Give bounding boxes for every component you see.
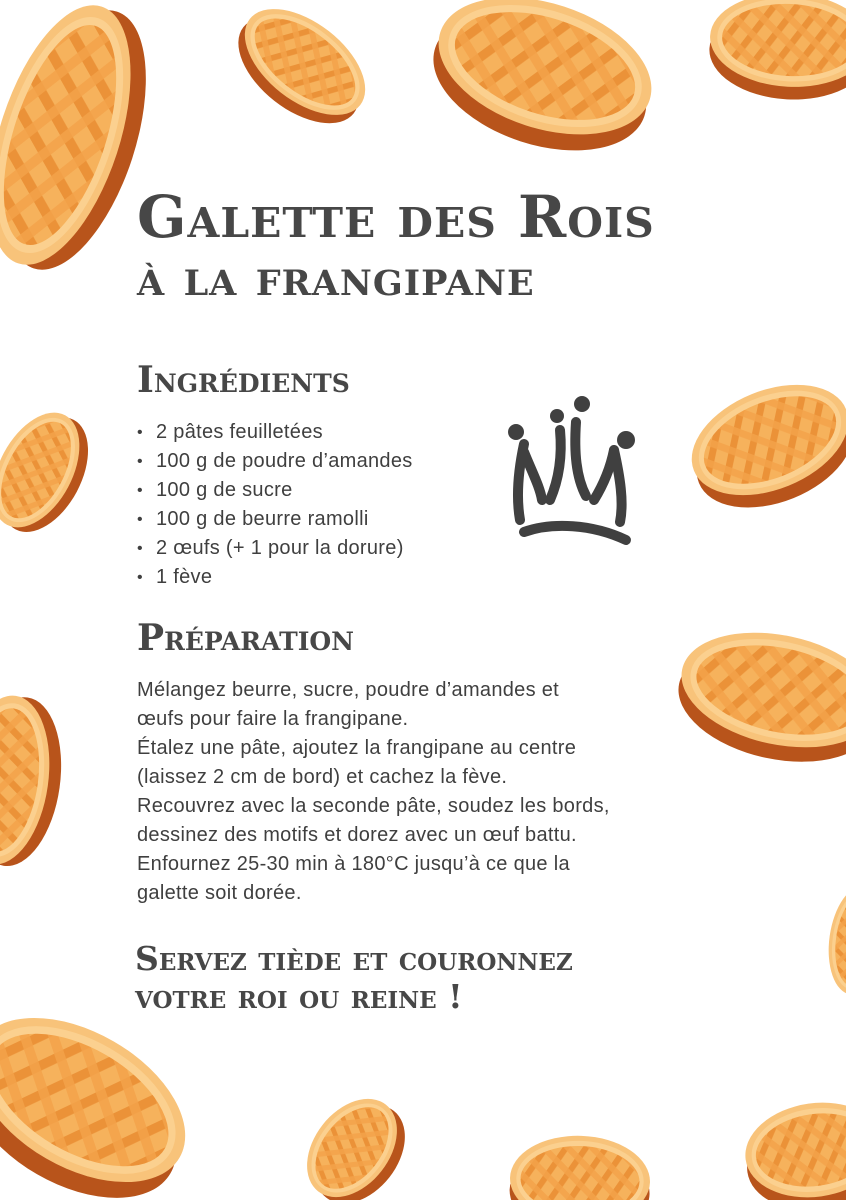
galette-bottom-left	[0, 984, 213, 1200]
ingredient-item: • 2 œufs (+ 1 pour la dorure)	[137, 534, 413, 563]
ingredient-item: • 100 g de sucre	[137, 476, 413, 505]
recipe-title	[137, 183, 655, 308]
ingredients-list	[137, 418, 413, 592]
galette-bottom-center-left	[289, 1082, 424, 1200]
crown-icon	[502, 392, 642, 552]
title-line-1: Galette des Rois	[137, 183, 655, 251]
galette-bottom-right	[739, 1094, 846, 1200]
galette-left-mid	[0, 398, 106, 546]
ingredients-heading: Ingrédients	[137, 359, 350, 401]
galette-bottom-center	[508, 1133, 651, 1200]
preparation-line: Étalez une pâte, ajoutez la frangipane au centre	[137, 737, 577, 759]
galette-top-center-left	[219, 0, 384, 144]
preparation-line: galette soit dorée.	[137, 882, 302, 904]
preparation-line: dessinez des motifs et dorez avec un œuf battu.	[137, 824, 577, 846]
ingredient-item: • 100 g de beurre ramolli	[137, 505, 413, 534]
preparation-line: œufs pour faire la frangipane.	[137, 708, 409, 730]
closing-message	[135, 940, 573, 1016]
galette-right-mid	[675, 363, 846, 528]
ingredient-item: • 1 fève	[137, 563, 413, 592]
preparation-heading: Préparation	[137, 617, 355, 659]
ingredient-item: • 100 g de poudre d’amandes	[137, 447, 413, 476]
galette-right-edge	[822, 882, 846, 1000]
galette-top-center-right	[416, 0, 669, 175]
galette-left-lower	[0, 690, 71, 872]
ingredient-item: • 2 pâtes feuilletées	[137, 418, 413, 447]
preparation-line: Recouvrez avec la seconde pâte, soudez les bords,	[137, 795, 610, 817]
galette-top-right	[707, 0, 846, 104]
preparation-line: Enfournez 25-30 min à 180°C jusqu’à ce que la	[137, 853, 570, 875]
preparation-line: Mélangez beurre, sucre, poudre d’amandes et	[137, 679, 560, 701]
closing-line-2: votre roi ou reine !	[135, 977, 463, 1016]
preparation-text	[137, 676, 717, 908]
closing-line-1: Servez tiède et couronnez	[135, 939, 573, 978]
title-line-2: à la frangipane	[137, 248, 535, 307]
preparation-line: (laissez 2 cm de bord) et cachez la fève.	[137, 766, 508, 788]
